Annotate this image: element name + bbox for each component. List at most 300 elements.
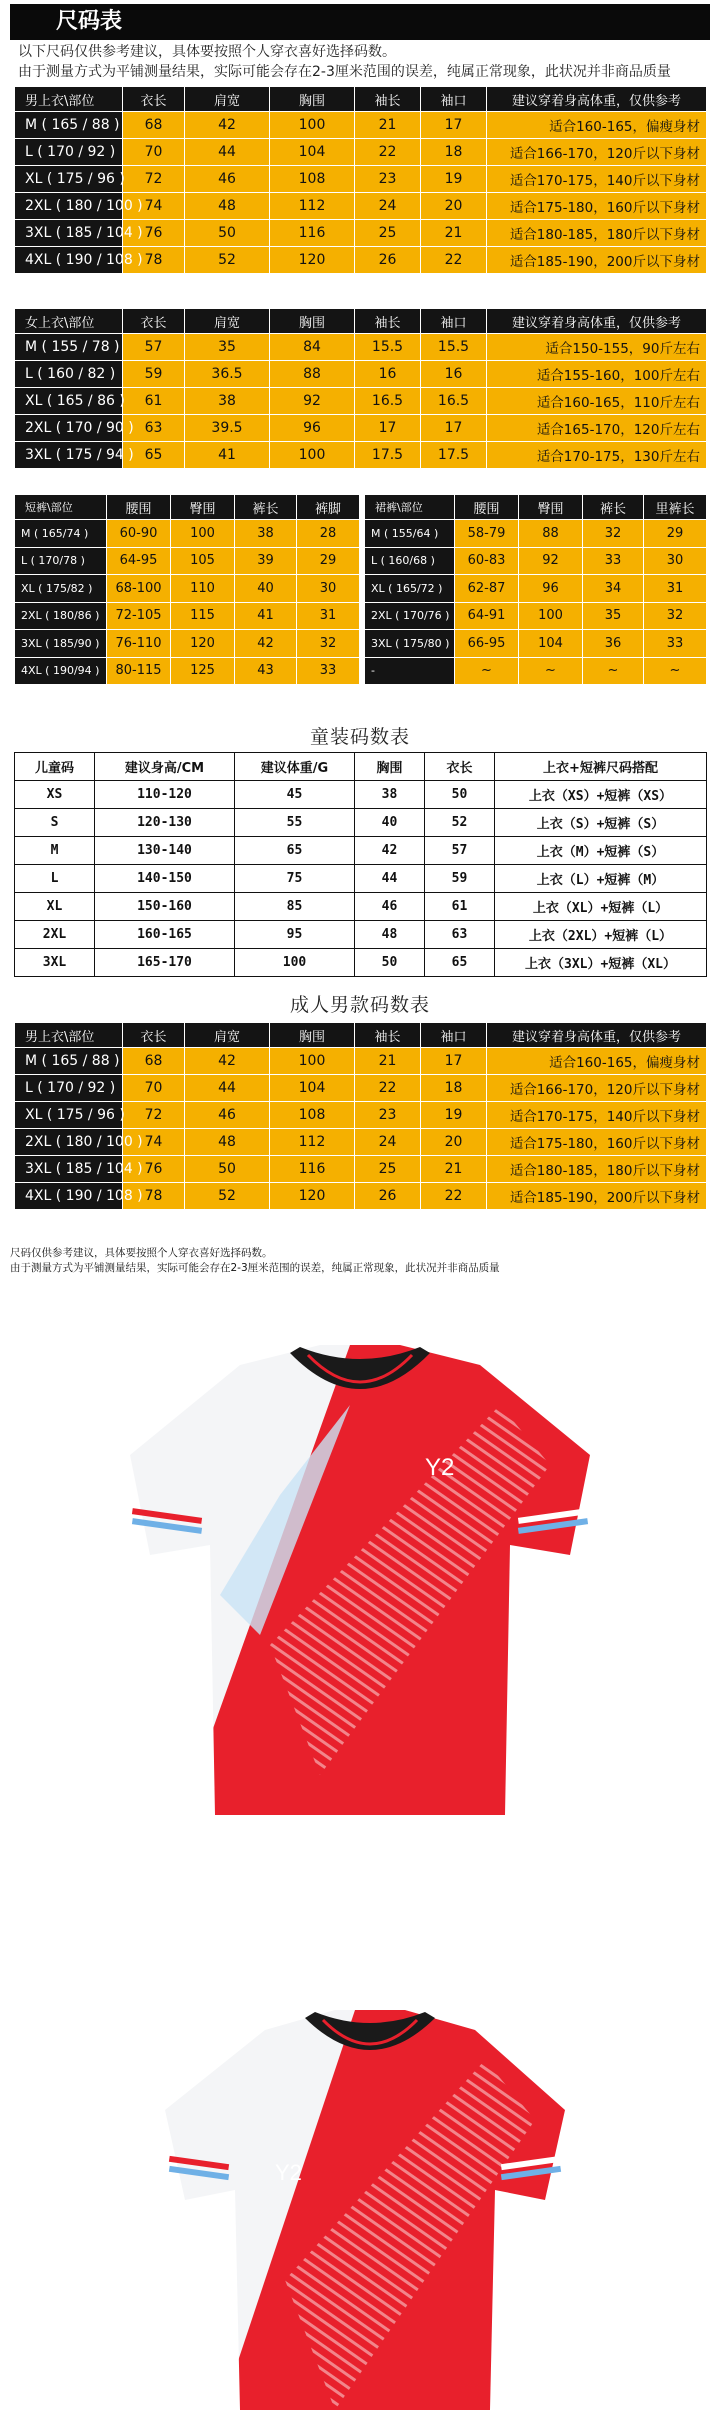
value-cell: 适合170-175，140斤以下身材 bbox=[487, 1102, 707, 1129]
adult-men-chart-title: 成人男款码数表 bbox=[289, 994, 430, 1016]
value-cell: 60-83 bbox=[455, 547, 519, 575]
product-shirt-image-2 bbox=[155, 2010, 575, 2410]
adult-men-size-table bbox=[14, 1022, 707, 1210]
value-cell: 45 bbox=[235, 781, 355, 809]
value-cell: 92 bbox=[270, 388, 355, 415]
header-cell: 裤脚 bbox=[297, 495, 360, 520]
value-cell: 65 bbox=[425, 949, 495, 977]
header-cell: 臀围 bbox=[171, 495, 235, 520]
value-cell: 15.5 bbox=[355, 334, 421, 361]
header-cell: 男上衣\部位 bbox=[15, 1023, 123, 1048]
shirt-logo: Y2 bbox=[425, 1454, 455, 1481]
header-cell: 肩宽 bbox=[185, 309, 270, 334]
value-cell: 108 bbox=[270, 166, 355, 193]
header-cell: 胸围 bbox=[270, 1023, 355, 1048]
shorts-size-table bbox=[14, 494, 360, 685]
value-cell: 24 bbox=[355, 1129, 421, 1156]
value-cell: 46 bbox=[355, 893, 425, 921]
value-cell: 35 bbox=[583, 602, 644, 630]
size-label-cell: 4XL ( 190 / 108 ) bbox=[15, 1183, 123, 1210]
value-cell: 上衣（2XL）+短裤（L） bbox=[495, 921, 707, 949]
value-cell: ~ bbox=[519, 657, 583, 685]
header-cell: 胸围 bbox=[355, 753, 425, 781]
table-row bbox=[15, 1129, 707, 1156]
table-row bbox=[15, 220, 707, 247]
header-cell: 男上衣\部位 bbox=[15, 87, 123, 112]
table-row bbox=[15, 575, 360, 603]
header-cell: 建议穿着身高体重，仅供参考 bbox=[487, 1023, 707, 1048]
table-row bbox=[15, 193, 707, 220]
value-cell: 52 bbox=[425, 809, 495, 837]
size-label-cell: 2XL ( 170/76 ) bbox=[365, 602, 455, 630]
value-cell: 16 bbox=[421, 361, 487, 388]
skirt-pants-size-table bbox=[364, 494, 707, 685]
value-cell: 上衣（XL）+短裤（L） bbox=[495, 893, 707, 921]
value-cell: 19 bbox=[421, 166, 487, 193]
table-row bbox=[15, 166, 707, 193]
value-cell: 55 bbox=[235, 809, 355, 837]
value-cell: 32 bbox=[583, 520, 644, 548]
value-cell: 21 bbox=[421, 220, 487, 247]
value-cell: 80-115 bbox=[107, 657, 171, 685]
value-cell: 50 bbox=[185, 1156, 270, 1183]
size-label-cell: 2XL ( 180 / 100 ) bbox=[15, 1129, 123, 1156]
value-cell: 61 bbox=[123, 388, 185, 415]
value-cell: 适合165-170，120斤左右 bbox=[487, 415, 707, 442]
value-cell: 63 bbox=[425, 921, 495, 949]
size-chart-header bbox=[10, 4, 710, 40]
header-cell: 袖长 bbox=[355, 309, 421, 334]
value-cell: 100 bbox=[270, 1048, 355, 1075]
value-cell: 72 bbox=[123, 166, 185, 193]
value-cell: 17 bbox=[421, 415, 487, 442]
note-line: 由于测量方式为平铺测量结果，实际可能会存在2-3厘米范围的误差，纯属正常现象，此状况并非商品质量 bbox=[10, 1262, 500, 1274]
table-row bbox=[15, 415, 707, 442]
value-cell: 108 bbox=[270, 1102, 355, 1129]
size-label-cell: M ( 155/64 ) bbox=[365, 520, 455, 548]
value-cell: 78 bbox=[123, 1183, 185, 1210]
value-cell: 16 bbox=[355, 361, 421, 388]
size-label-cell: XL ( 175/82 ) bbox=[15, 575, 107, 603]
value-cell: 适合170-175，140斤以下身材 bbox=[487, 166, 707, 193]
value-cell: 78 bbox=[123, 247, 185, 274]
value-cell: 68-100 bbox=[107, 575, 171, 603]
table-row bbox=[365, 657, 707, 685]
value-cell: 适合175-180，160斤以下身材 bbox=[487, 193, 707, 220]
value-cell: 76 bbox=[123, 1156, 185, 1183]
value-cell: 160-165 bbox=[95, 921, 235, 949]
value-cell: 48 bbox=[185, 1129, 270, 1156]
value-cell: 适合185-190，200斤以下身材 bbox=[487, 1183, 707, 1210]
kids-size-table bbox=[14, 752, 707, 977]
size-label-cell: XL ( 175 / 96 ) bbox=[15, 1102, 123, 1129]
size-label-cell: 3XL ( 175 / 94 ) bbox=[15, 442, 123, 469]
table-row bbox=[15, 781, 707, 809]
value-cell: 25 bbox=[355, 220, 421, 247]
value-cell: 38 bbox=[235, 520, 297, 548]
header-cell: 胸围 bbox=[270, 309, 355, 334]
table-row bbox=[15, 630, 360, 658]
value-cell: 上衣（L）+短裤（M） bbox=[495, 865, 707, 893]
table-row bbox=[15, 1102, 707, 1129]
value-cell: 16.5 bbox=[421, 388, 487, 415]
note-line: 由于测量方式为平铺测量结果，实际可能会存在2-3厘米范围的误差，纯属正常现象，此状况并非商品质量 bbox=[18, 64, 671, 80]
size-label-cell: L bbox=[15, 865, 95, 893]
value-cell: 22 bbox=[355, 1075, 421, 1102]
men-top-size-table bbox=[14, 86, 707, 274]
value-cell: 39 bbox=[235, 547, 297, 575]
value-cell: 50 bbox=[185, 220, 270, 247]
header-cell: 袖长 bbox=[355, 1023, 421, 1048]
value-cell: 适合155-160，100斤左右 bbox=[487, 361, 707, 388]
table-row bbox=[15, 1075, 707, 1102]
value-cell: 76 bbox=[123, 220, 185, 247]
table-row bbox=[15, 112, 707, 139]
value-cell: 120 bbox=[171, 630, 235, 658]
value-cell: 31 bbox=[297, 602, 360, 630]
value-cell: 110-120 bbox=[95, 781, 235, 809]
value-cell: 21 bbox=[421, 1156, 487, 1183]
value-cell: 32 bbox=[644, 602, 707, 630]
header-cell: 女上衣\部位 bbox=[15, 309, 123, 334]
value-cell: 36.5 bbox=[185, 361, 270, 388]
value-cell: 23 bbox=[355, 1102, 421, 1129]
header-cell: 裙裤\部位 bbox=[365, 495, 455, 520]
value-cell: 34 bbox=[583, 575, 644, 603]
value-cell: 26 bbox=[355, 1183, 421, 1210]
header-cell: 衣长 bbox=[123, 87, 185, 112]
value-cell: 20 bbox=[421, 1129, 487, 1156]
value-cell: 63 bbox=[123, 415, 185, 442]
value-cell: 72 bbox=[123, 1102, 185, 1129]
header-cell: 袖口 bbox=[421, 309, 487, 334]
value-cell: 适合160-165，偏瘦身材 bbox=[487, 112, 707, 139]
size-label-cell: - bbox=[365, 657, 455, 685]
value-cell: 17 bbox=[421, 112, 487, 139]
value-cell: 150-160 bbox=[95, 893, 235, 921]
value-cell: 52 bbox=[185, 1183, 270, 1210]
women-top-size-table bbox=[14, 308, 707, 469]
value-cell: 21 bbox=[355, 1048, 421, 1075]
value-cell: 100 bbox=[270, 112, 355, 139]
value-cell: 26 bbox=[355, 247, 421, 274]
value-cell: 33 bbox=[297, 657, 360, 685]
table-row bbox=[365, 602, 707, 630]
value-cell: 30 bbox=[297, 575, 360, 603]
value-cell: 28 bbox=[297, 520, 360, 548]
header-cell: 上衣+短裤尺码搭配 bbox=[495, 753, 707, 781]
value-cell: 125 bbox=[171, 657, 235, 685]
size-notes bbox=[18, 42, 718, 82]
table-row bbox=[15, 949, 707, 977]
value-cell: 68 bbox=[123, 112, 185, 139]
value-cell: 23 bbox=[355, 166, 421, 193]
size-label-cell: 2XL ( 180 / 100 ) bbox=[15, 193, 123, 220]
header-cell: 裤长 bbox=[235, 495, 297, 520]
value-cell: 100 bbox=[270, 442, 355, 469]
size-label-cell: L ( 160 / 82 ) bbox=[15, 361, 123, 388]
value-cell: 52 bbox=[185, 247, 270, 274]
value-cell: 21 bbox=[355, 112, 421, 139]
value-cell: 120 bbox=[270, 1183, 355, 1210]
value-cell: 59 bbox=[425, 865, 495, 893]
table-row bbox=[15, 139, 707, 166]
value-cell: 104 bbox=[270, 1075, 355, 1102]
value-cell: 88 bbox=[519, 520, 583, 548]
value-cell: 41 bbox=[235, 602, 297, 630]
header-cell: 建议体重/G bbox=[235, 753, 355, 781]
value-cell: 33 bbox=[583, 547, 644, 575]
value-cell: 57 bbox=[123, 334, 185, 361]
shirt-logo-2: Y2 bbox=[275, 2160, 302, 2185]
value-cell: 115 bbox=[171, 602, 235, 630]
value-cell: 17 bbox=[355, 415, 421, 442]
value-cell: 上衣（XS）+短裤（XS） bbox=[495, 781, 707, 809]
value-cell: 适合160-165，110斤左右 bbox=[487, 388, 707, 415]
table-row bbox=[365, 547, 707, 575]
value-cell: 19 bbox=[421, 1102, 487, 1129]
header-cell: 短裤\部位 bbox=[15, 495, 107, 520]
kids-chart-title: 童装码数表 bbox=[309, 726, 410, 748]
size-label-cell: M ( 165 / 88 ) bbox=[15, 1048, 123, 1075]
value-cell: 44 bbox=[185, 139, 270, 166]
value-cell: 66-95 bbox=[455, 630, 519, 658]
value-cell: 120-130 bbox=[95, 809, 235, 837]
size-label-cell: 2XL ( 180/86 ) bbox=[15, 602, 107, 630]
table-header-row bbox=[365, 495, 707, 520]
size-label-cell: M ( 155 / 78 ) bbox=[15, 334, 123, 361]
table-row bbox=[15, 602, 360, 630]
header-cell: 腰围 bbox=[455, 495, 519, 520]
value-cell: 85 bbox=[235, 893, 355, 921]
value-cell: 29 bbox=[297, 547, 360, 575]
size-label-cell: 4XL ( 190 / 108 ) bbox=[15, 247, 123, 274]
table-row bbox=[15, 657, 360, 685]
size-label-cell: L ( 170 / 92 ) bbox=[15, 1075, 123, 1102]
header-cell: 肩宽 bbox=[185, 87, 270, 112]
table-row bbox=[15, 893, 707, 921]
size-label-cell: 3XL ( 185 / 104 ) bbox=[15, 1156, 123, 1183]
value-cell: 75 bbox=[235, 865, 355, 893]
table-header-row bbox=[15, 495, 360, 520]
value-cell: 112 bbox=[270, 193, 355, 220]
value-cell: 46 bbox=[185, 166, 270, 193]
table-header-row bbox=[15, 87, 707, 112]
value-cell: 95 bbox=[235, 921, 355, 949]
table-row bbox=[365, 630, 707, 658]
size-label-cell: XL bbox=[15, 893, 95, 921]
table-header-row bbox=[15, 1023, 707, 1048]
header-cell: 袖口 bbox=[421, 1023, 487, 1048]
value-cell: 适合180-185，180斤以下身材 bbox=[487, 1156, 707, 1183]
value-cell: 60-90 bbox=[107, 520, 171, 548]
value-cell: ~ bbox=[644, 657, 707, 685]
header-cell: 腰围 bbox=[107, 495, 171, 520]
header-cell: 裤长 bbox=[583, 495, 644, 520]
table-header-row bbox=[15, 309, 707, 334]
value-cell: 18 bbox=[421, 1075, 487, 1102]
value-cell: 76-110 bbox=[107, 630, 171, 658]
table-row bbox=[15, 520, 360, 548]
size-label-cell: XL ( 165/72 ) bbox=[365, 575, 455, 603]
table-row bbox=[15, 1156, 707, 1183]
value-cell: 43 bbox=[235, 657, 297, 685]
value-cell: 112 bbox=[270, 1129, 355, 1156]
size-label-cell: 2XL ( 170 / 90 ) bbox=[15, 415, 123, 442]
value-cell: 适合180-185，180斤以下身材 bbox=[487, 220, 707, 247]
header-cell: 袖长 bbox=[355, 87, 421, 112]
size-label-cell: M bbox=[15, 837, 95, 865]
value-cell: 88 bbox=[270, 361, 355, 388]
value-cell: 104 bbox=[519, 630, 583, 658]
value-cell: 31 bbox=[644, 575, 707, 603]
value-cell: 104 bbox=[270, 139, 355, 166]
value-cell: 38 bbox=[355, 781, 425, 809]
table-row bbox=[15, 1048, 707, 1075]
value-cell: 68 bbox=[123, 1048, 185, 1075]
value-cell: 适合166-170，120斤以下身材 bbox=[487, 1075, 707, 1102]
value-cell: 16.5 bbox=[355, 388, 421, 415]
product-shirt-image bbox=[120, 1345, 600, 1825]
value-cell: 64-91 bbox=[455, 602, 519, 630]
size-label-cell: XS bbox=[15, 781, 95, 809]
value-cell: 74 bbox=[123, 1129, 185, 1156]
size-label-cell: L ( 170 / 92 ) bbox=[15, 139, 123, 166]
value-cell: 100 bbox=[519, 602, 583, 630]
table-row bbox=[15, 388, 707, 415]
value-cell: 24 bbox=[355, 193, 421, 220]
value-cell: 44 bbox=[355, 865, 425, 893]
value-cell: 100 bbox=[171, 520, 235, 548]
value-cell: 适合166-170，120斤以下身材 bbox=[487, 139, 707, 166]
value-cell: 70 bbox=[123, 139, 185, 166]
value-cell: 42 bbox=[355, 837, 425, 865]
value-cell: 18 bbox=[421, 139, 487, 166]
value-cell: 84 bbox=[270, 334, 355, 361]
value-cell: 42 bbox=[185, 112, 270, 139]
table-row bbox=[15, 334, 707, 361]
value-cell: 42 bbox=[235, 630, 297, 658]
value-cell: 116 bbox=[270, 1156, 355, 1183]
value-cell: 44 bbox=[185, 1075, 270, 1102]
value-cell: 上衣（3XL）+短裤（XL） bbox=[495, 949, 707, 977]
value-cell: 40 bbox=[235, 575, 297, 603]
header-cell: 衣长 bbox=[123, 309, 185, 334]
size-label-cell: 3XL ( 175/80 ) bbox=[365, 630, 455, 658]
value-cell: 17.5 bbox=[355, 442, 421, 469]
value-cell: 15.5 bbox=[421, 334, 487, 361]
table-row bbox=[15, 547, 360, 575]
header-cell: 袖口 bbox=[421, 87, 487, 112]
note-line: 以下尺码仅供参考建议，具体要按照个人穿衣喜好选择码数。 bbox=[18, 44, 396, 60]
header-title: 尺码表 bbox=[56, 9, 123, 34]
value-cell: 48 bbox=[355, 921, 425, 949]
value-cell: 适合175-180，160斤以下身材 bbox=[487, 1129, 707, 1156]
header-cell: 建议穿着身高体重，仅供参考 bbox=[487, 309, 707, 334]
value-cell: 59 bbox=[123, 361, 185, 388]
value-cell: 74 bbox=[123, 193, 185, 220]
value-cell: 110 bbox=[171, 575, 235, 603]
value-cell: 140-150 bbox=[95, 865, 235, 893]
table-row bbox=[15, 442, 707, 469]
value-cell: 92 bbox=[519, 547, 583, 575]
header-cell: 臀围 bbox=[519, 495, 583, 520]
header-cell: 建议身高/CM bbox=[95, 753, 235, 781]
value-cell: 上衣（S）+短裤（S） bbox=[495, 809, 707, 837]
size-label-cell: L ( 170/78 ) bbox=[15, 547, 107, 575]
size-label-cell: M ( 165 / 88 ) bbox=[15, 112, 123, 139]
value-cell: 33 bbox=[644, 630, 707, 658]
value-cell: 120 bbox=[270, 247, 355, 274]
header-cell: 儿童码 bbox=[15, 753, 95, 781]
header-cell: 里裤长 bbox=[644, 495, 707, 520]
value-cell: 165-170 bbox=[95, 949, 235, 977]
value-cell: 116 bbox=[270, 220, 355, 247]
value-cell: 36 bbox=[583, 630, 644, 658]
value-cell: 48 bbox=[185, 193, 270, 220]
value-cell: 适合160-165，偏瘦身材 bbox=[487, 1048, 707, 1075]
note-line: 尺码仅供参考建议，具体要按照个人穿衣喜好选择码数。 bbox=[10, 1247, 273, 1259]
value-cell: 39.5 bbox=[185, 415, 270, 442]
bottom-notes bbox=[10, 1246, 500, 1276]
value-cell: 50 bbox=[355, 949, 425, 977]
value-cell: 96 bbox=[270, 415, 355, 442]
value-cell: 17 bbox=[421, 1048, 487, 1075]
value-cell: 20 bbox=[421, 193, 487, 220]
value-cell: 62-87 bbox=[455, 575, 519, 603]
value-cell: 17.5 bbox=[421, 442, 487, 469]
value-cell: 35 bbox=[185, 334, 270, 361]
value-cell: 72-105 bbox=[107, 602, 171, 630]
size-label-cell: L ( 160/68 ) bbox=[365, 547, 455, 575]
size-label-cell: 3XL ( 185/90 ) bbox=[15, 630, 107, 658]
value-cell: 50 bbox=[425, 781, 495, 809]
value-cell: 105 bbox=[171, 547, 235, 575]
value-cell: 96 bbox=[519, 575, 583, 603]
header-cell: 建议穿着身高体重，仅供参考 bbox=[487, 87, 707, 112]
value-cell: 适合170-175，130斤左右 bbox=[487, 442, 707, 469]
size-label-cell: XL ( 165 / 86 ) bbox=[15, 388, 123, 415]
value-cell: 57 bbox=[425, 837, 495, 865]
size-label-cell: XL ( 175 / 96 ) bbox=[15, 166, 123, 193]
value-cell: 65 bbox=[235, 837, 355, 865]
size-label-cell: 4XL ( 190/94 ) bbox=[15, 657, 107, 685]
value-cell: ~ bbox=[455, 657, 519, 685]
table-row bbox=[15, 865, 707, 893]
value-cell: 22 bbox=[355, 139, 421, 166]
value-cell: 40 bbox=[355, 809, 425, 837]
table-row bbox=[365, 575, 707, 603]
value-cell: 上衣（M）+短裤（S） bbox=[495, 837, 707, 865]
table-row bbox=[15, 361, 707, 388]
value-cell: 70 bbox=[123, 1075, 185, 1102]
value-cell: 64-95 bbox=[107, 547, 171, 575]
value-cell: 61 bbox=[425, 893, 495, 921]
size-label-cell: 3XL bbox=[15, 949, 95, 977]
value-cell: 29 bbox=[644, 520, 707, 548]
value-cell: 65 bbox=[123, 442, 185, 469]
header-cell: 衣长 bbox=[425, 753, 495, 781]
value-cell: 32 bbox=[297, 630, 360, 658]
size-label-cell: S bbox=[15, 809, 95, 837]
value-cell: 30 bbox=[644, 547, 707, 575]
table-row bbox=[15, 837, 707, 865]
header-cell: 衣长 bbox=[123, 1023, 185, 1048]
header-cell: 胸围 bbox=[270, 87, 355, 112]
size-label-cell: 3XL ( 185 / 104 ) bbox=[15, 220, 123, 247]
value-cell: 46 bbox=[185, 1102, 270, 1129]
table-header-row bbox=[15, 753, 707, 781]
